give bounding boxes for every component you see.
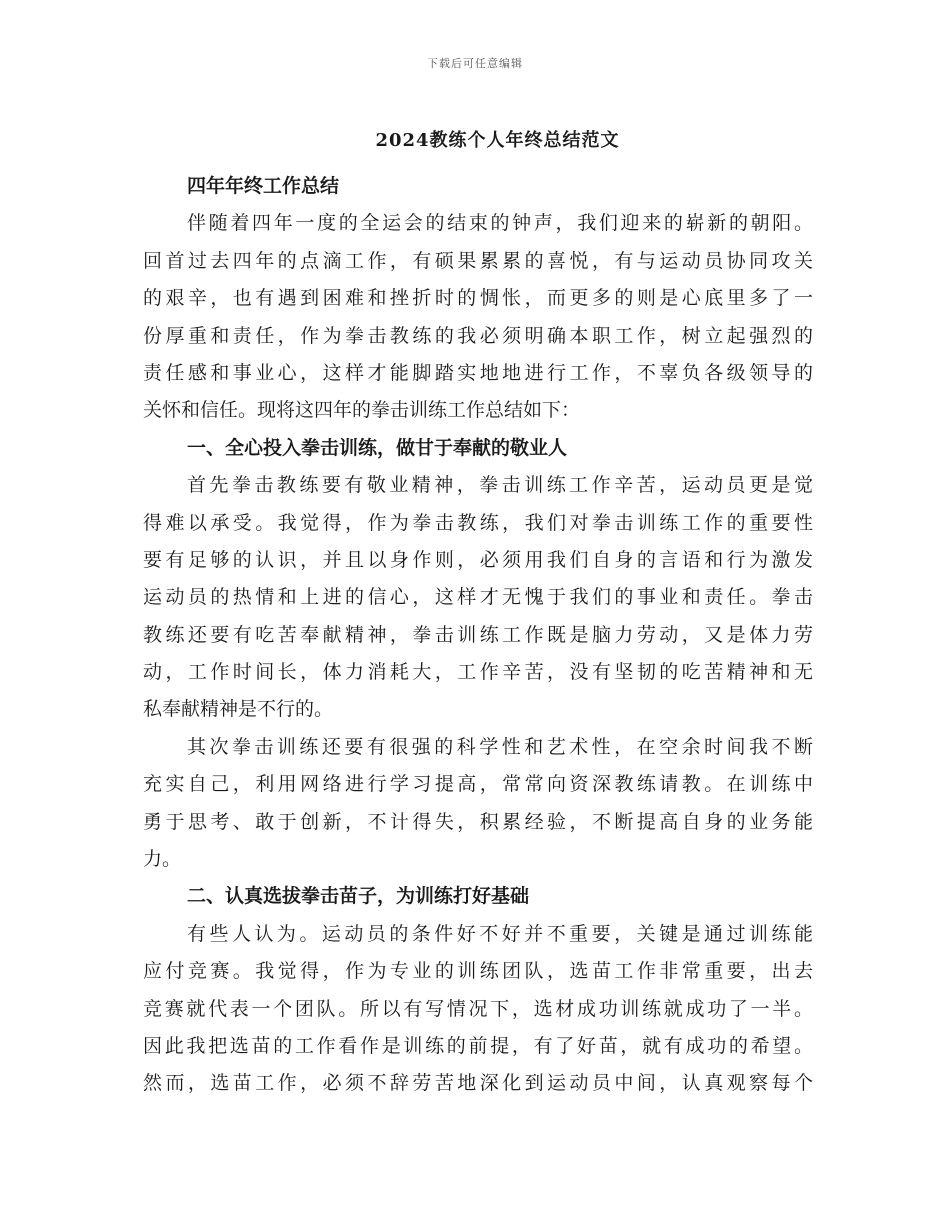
paragraph-line: 力。 bbox=[143, 848, 182, 871]
paragraph-line: 勇于思考、敢于创新，不计得失，积累经验，不断提高自身的业务能 bbox=[143, 810, 813, 833]
section-heading: 二、认真选拔拳击苗子，为训练打好基础 bbox=[187, 885, 530, 908]
paragraph-line: 运动员的热情和上进的信心，这样才无愧于我们的事业和责任。拳击 bbox=[143, 586, 813, 609]
paragraph-line: 其次拳击训练还要有很强的科学性和艺术性，在空余时间我不断 bbox=[187, 735, 813, 758]
paragraph-line: 因此我把选苗的工作看作是训练的前提，有了好苗，就有成功的希望。 bbox=[143, 1034, 813, 1057]
paragraph-line: 动，工作时间长，体力消耗大，工作辛苦，没有坚韧的吃苦精神和无 bbox=[143, 661, 813, 684]
document-title: 2024教练个人年终总结范文 bbox=[375, 130, 620, 151]
paragraph-line: 教练还要有吃苦奉献精神，拳击训练工作既是脑力劳动，又是体力劳 bbox=[143, 623, 813, 646]
paragraph-line: 充实自己，利用网络进行学习提高，常常向资深教练请教。在训练中 bbox=[143, 773, 813, 796]
paragraph-line: 得难以承受。我觉得，作为拳击教练，我们对拳击训练工作的重要性 bbox=[143, 511, 813, 534]
paragraph-line: 有些人认为。运动员的条件好不好并不重要，关键是通过训练能 bbox=[187, 922, 813, 945]
paragraph-line: 的艰辛，也有遇到困难和挫折时的惆怅，而更多的则是心底里多了一 bbox=[143, 287, 813, 310]
section-heading: 一、全心投入拳击训练，做甘于奉献的敬业人 bbox=[187, 436, 568, 459]
paragraph-line: 伴随着四年一度的全运会的结束的钟声，我们迎来的崭新的朝阳。 bbox=[187, 212, 813, 235]
section-heading: 四年年终工作总结 bbox=[187, 175, 340, 197]
paragraph-line: 关怀和信任。现将这四年的拳击训练工作总结如下： bbox=[143, 399, 581, 422]
paragraph-line: 回首过去四年的点滴工作，有硕果累累的喜悦，有与运动员协同攻关 bbox=[143, 249, 813, 272]
paragraph-line: 份厚重和责任，作为拳击教练的我必须明确本职工作，树立起强烈的 bbox=[143, 324, 813, 347]
paragraph-line: 然而，选苗工作，必须不辞劳苦地深化到运动员中间，认真观察每个 bbox=[143, 1072, 813, 1095]
paragraph-line: 要有足够的认识，并且以身作则，必须用我们自身的言语和行为激发 bbox=[143, 548, 813, 571]
paragraph-line: 竞赛就代表一个团队。所以有写情况下，选材成功训练就成功了一半。 bbox=[143, 997, 813, 1020]
paragraph-line: 私奉献精神是不行的。 bbox=[143, 698, 334, 721]
document-body bbox=[143, 168, 813, 1103]
paragraph-line: 首先拳击教练要有敬业精神，拳击训练工作辛苦，运动员更是觉 bbox=[187, 474, 813, 497]
header-note: 下载后可任意编辑 bbox=[427, 57, 523, 70]
paragraph-line: 应付竞赛。我觉得，作为专业的训练团队，选苗工作非常重要，出去 bbox=[143, 960, 813, 983]
paragraph-line: 责任感和事业心，这样才能脚踏实地地进行工作，不辜负各级领导的 bbox=[143, 361, 813, 384]
